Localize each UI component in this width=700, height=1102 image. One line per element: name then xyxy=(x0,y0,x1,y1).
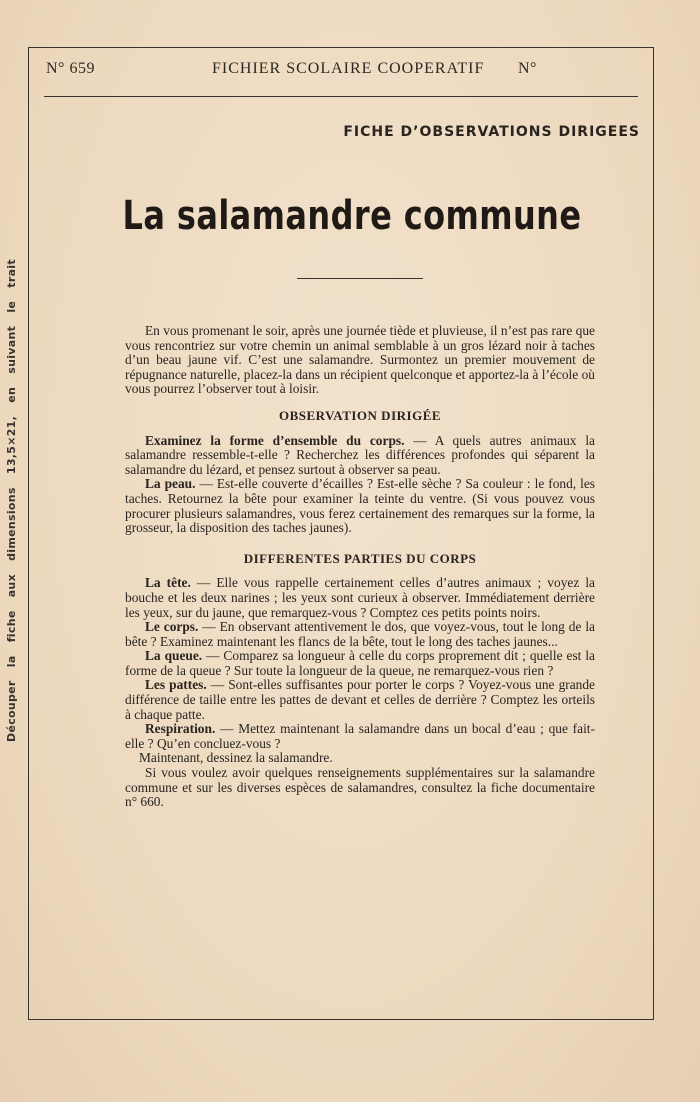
fiche-number-right: N° xyxy=(518,60,537,77)
paragraph-lead: Les pattes. xyxy=(145,677,207,693)
paragraph-lead: La queue. xyxy=(145,648,203,664)
paragraph-corps xyxy=(125,620,595,649)
paragraph-lead: Examinez la forme d’ensemble du corps. xyxy=(145,432,405,448)
paragraph-queue xyxy=(125,649,595,678)
paragraph-text: — Comparez sa longueur à celle du corps proprement dit ; quelle est la forme de la queue ? Sur toute la longueur de la queue, ne remarquez-vous rien ? xyxy=(125,648,595,678)
section-heading-observation: OBSERVATION DIRIGÉE xyxy=(278,407,442,423)
paragraph-respiration xyxy=(125,722,595,751)
body-text xyxy=(125,324,595,810)
header xyxy=(44,60,638,84)
page-title: La salamandre commune xyxy=(122,193,582,239)
paragraph-renseignements: Si vous voulez avoir quelques renseignements supplémentaires sur la salamandre commune et sur les diverses espèces de salamandres, consultez la fiche documentaire n° 660. xyxy=(125,765,595,810)
fiche-number: N° 659 xyxy=(46,60,95,77)
paragraph-text: — Sont-elles suffisantes pour porter le corps ? Voyez-vous une grande différence de taille entre les pattes de devant et celles de derrière ? Comptez les orteils à chaque patte. xyxy=(125,677,595,722)
paragraph-lead: La peau. xyxy=(145,476,196,492)
paragraph-peau xyxy=(125,477,595,535)
paragraph-text: — Elle vous rappelle certainement celles d’autres animaux ; voyez la bouche et les deux narines ; les yeux sont curieux à observer. Immédiatement derrière les yeux, sur du jaune, que remarquez-vous ? Comptez ces petits points noirs. xyxy=(125,575,595,620)
paragraph-lead: Respiration. xyxy=(145,721,216,737)
fiche-type: FICHE D’OBSERVATIONS DIRIGEES xyxy=(343,124,640,140)
header-divider xyxy=(44,96,638,97)
paragraph-pattes xyxy=(125,678,595,722)
paragraph-text: — Est-elle couverte d’écailles ? Est-elle sèche ? Sa couleur : le fond, les taches. Retournez la bête pour examiner la teinte du ventre. (Si vous pouvez vous procurer plusieurs salamandres, vous ferez certainement des remarques sur la forme, la grosseur, la disposition des taches jaunes). xyxy=(125,476,595,536)
paragraph-text: — En observant attentivement le dos, que voyez-vous, tout le long de la bête ? Examinez maintenant les flancs de la bête, tout le long des taches jaunes... xyxy=(125,619,595,649)
cutting-instruction-text: Découper la fiche aux dimensions 13,5×21, en suivant le trait xyxy=(5,259,18,742)
paragraph-lead: Le corps. xyxy=(145,619,199,635)
paragraph-tete xyxy=(125,576,595,620)
section-heading-parties: DIFFERENTES PARTIES DU CORPS xyxy=(243,550,477,566)
header-title: FICHIER SCOLAIRE COOPERATIF xyxy=(212,60,485,77)
paragraph-lead: La tête. xyxy=(145,575,191,591)
paragraph-text: — Mettez maintenant la salamandre dans un bocal d’eau ; que fait-elle ? Qu’en concluez-vous ? xyxy=(125,721,595,751)
intro-paragraph: En vous promenant le soir, après une journée tiède et pluvieuse, il n’est pas rare que vous rencontriez sur votre chemin un animal semblable à un gros lézard noir à taches d’un beau jaune vif. C’est une salamandre. Surmontez un premier mouvement de répugnance naturelle, placez-la dans un récipient quelconque et apportez-la à l’école où vous pourrez l’observer tout à loisir. xyxy=(125,323,595,397)
paragraph-text: — A quels autres animaux la salamandre ressemble-t-elle ? Recherchez les différences profondes qui séparent la salamandre du lézard, et pensez surtout à observer sa peau. xyxy=(125,432,595,477)
paragraph-forme xyxy=(125,434,595,478)
paragraph-dessinez: Maintenant, dessinez la salamandre. xyxy=(139,750,333,766)
title-divider xyxy=(297,278,423,279)
